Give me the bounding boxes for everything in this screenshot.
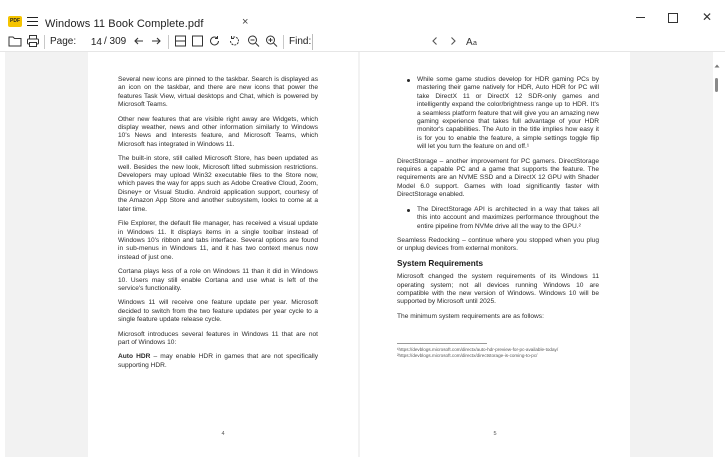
page-text xyxy=(397,76,599,359)
toolbar xyxy=(0,32,725,52)
paragraph: The built-in store, still called Microsoft Store, has been updated as well. Besides the new look, Microsoft lifted submission restrictions. Developers may upload Win32 executable files to the Store now, which paves the way for apps such as Adobe Creative Cloud, Zoom, Disney+ or Visual Studio. Android application support, courtesy of the Amazon App Store and another subsystem, looks to come at a later time. xyxy=(118,155,318,213)
footnote[interactable]: ¹https://devblogs.microsoft.com/directx/auto-hdr-preview-for-pc-available-today/ xyxy=(397,347,559,353)
toolbar-separator xyxy=(168,35,169,49)
footnote-divider xyxy=(397,343,487,344)
svg-text:A: A xyxy=(466,37,473,48)
page-number: 5 xyxy=(493,431,497,437)
tab-title[interactable]: Windows 11 Book Complete.pdf xyxy=(45,18,204,30)
menu-icon[interactable] xyxy=(27,17,38,26)
app-logo-icon: PDF xyxy=(8,16,22,27)
paragraph: File Explorer, the default file manager, has received a visual update in Windows 11. It displays items in a single toolbar instead of Windows 10's ribbon and tabs interface. Several options are found in sub-menus in Windows 11, and it has two context menus now instead of just one. xyxy=(118,220,318,261)
close-window-button[interactable]: ✕ xyxy=(701,10,713,24)
print-icon[interactable] xyxy=(26,34,40,50)
title-bar xyxy=(0,0,725,32)
find-input[interactable] xyxy=(312,34,422,50)
rotate-left-icon[interactable] xyxy=(208,34,221,50)
toolbar-separator xyxy=(44,35,45,49)
auto-hdr-label: Auto HDR xyxy=(118,353,151,361)
paragraph: Cortana plays less of a role on Windows 11 than it did in Windows 10. Users may still enable Cortana and use what is left of the service's functionality. xyxy=(118,268,318,292)
paragraph: DirectStorage – another improvement for PC gamers. DirectStorage requires a capable PC and a game that supports the feature. The requirements are an NVME SSD and a DirectX 12 GPU with Shader Model 6.0 support. Games with load significantly faster with DirectStorage enabled. xyxy=(397,157,599,199)
auto-hdr-text: – may enable HDR in games that are not specifically supporting HDR. xyxy=(118,353,318,369)
page-label: Page: xyxy=(50,36,77,47)
section-heading: System Requirements xyxy=(397,258,484,268)
svg-text:a: a xyxy=(473,40,477,47)
pdf-page-right xyxy=(360,52,630,457)
page-text xyxy=(118,76,318,376)
find-label: Find: xyxy=(289,36,312,47)
paragraph: Microsoft introduces several features in Windows 11 that are not part of Windows 10: xyxy=(118,330,318,346)
page-total: / 309 xyxy=(104,36,127,47)
rotate-right-icon[interactable] xyxy=(228,34,241,50)
pdf-page-left xyxy=(88,52,358,457)
paragraph: Seamless Redocking – continue where you stopped when you plug or unplug devices from external monitors. xyxy=(397,236,599,253)
forward-arrow-icon[interactable] xyxy=(150,34,162,50)
match-case-icon[interactable] xyxy=(465,34,481,50)
paragraph: Windows 11 will receive one feature update per year. Microsoft decided to switch from the two feature updates per year cycle to a single feature update release cycle. xyxy=(118,299,318,324)
paragraph: Other new features that are visible right away are Widgets, which display weather, news and other information similarly to Windows 10's News and Interests feature, and Microsoft Teams, which Microsoft has integrated in Windows 11. xyxy=(118,115,318,148)
paragraph: Several new icons are pinned to the taskbar. Search is displayed as an icon on the taskbar, and there are new icons that power the features Task View, virtual desktops and Chat, which is powered by Microsoft Teams. xyxy=(118,76,318,109)
find-next-icon[interactable] xyxy=(448,34,458,50)
zoom-in-icon[interactable] xyxy=(265,34,278,50)
open-folder-icon[interactable] xyxy=(8,34,22,50)
page-number: 4 xyxy=(221,431,225,437)
paragraph: Microsoft changed the system requirements of its Windows 11 operating system; not all devices running Windows 10 are compatible with the new version of Windows. Windows 10 will be supported by Microsoft until 2025. xyxy=(397,273,599,306)
vertical-scrollbar[interactable] xyxy=(713,52,721,457)
page-number-input[interactable] xyxy=(78,34,102,50)
zoom-out-icon[interactable] xyxy=(247,34,260,50)
footnote[interactable]: ²https://devblogs.microsoft.com/directx/directstorage-is-coming-to-pc/ xyxy=(397,353,538,359)
toolbar-separator xyxy=(283,35,284,49)
paragraph: The minimum system requirements are as follows: xyxy=(397,312,544,320)
scroll-up-icon[interactable] xyxy=(714,56,720,62)
auto-hdr-paragraph xyxy=(118,353,318,370)
fit-page-icon[interactable] xyxy=(191,34,204,50)
maximize-button[interactable] xyxy=(662,10,682,24)
scrollbar-thumb[interactable] xyxy=(715,78,718,92)
minimize-button[interactable] xyxy=(631,10,651,24)
tab-close-icon[interactable]: × xyxy=(242,16,249,28)
back-arrow-icon[interactable] xyxy=(133,34,145,50)
find-prev-icon[interactable] xyxy=(430,34,440,50)
window-bottom-edge xyxy=(0,457,725,464)
bullet-item: While some game studios develop for HDR gaming PCs by mastering their game natively for HDR, Auto HDR for PC will take DirectX 11 or DirectX 12 SDR-only games and intelligently expand the color/brightness range up to HDR. It's a seamless platform feature that will give you an amazing new gaming experience that takes full advantage of your HDR monitor's capabilities. The Auto in the title implies how easy it is for you to enable the feature, a simple settings toggle flip will let you turn the feature on and off.¹ xyxy=(397,76,599,152)
document-viewport[interactable] xyxy=(5,52,713,457)
single-page-icon[interactable] xyxy=(174,34,187,50)
bullet-item: The DirectStorage API is architected in a way that takes all this into account and maximizes performance throughout the entire pipeline from NVMe drive all the way to the GPU.² xyxy=(397,206,599,231)
